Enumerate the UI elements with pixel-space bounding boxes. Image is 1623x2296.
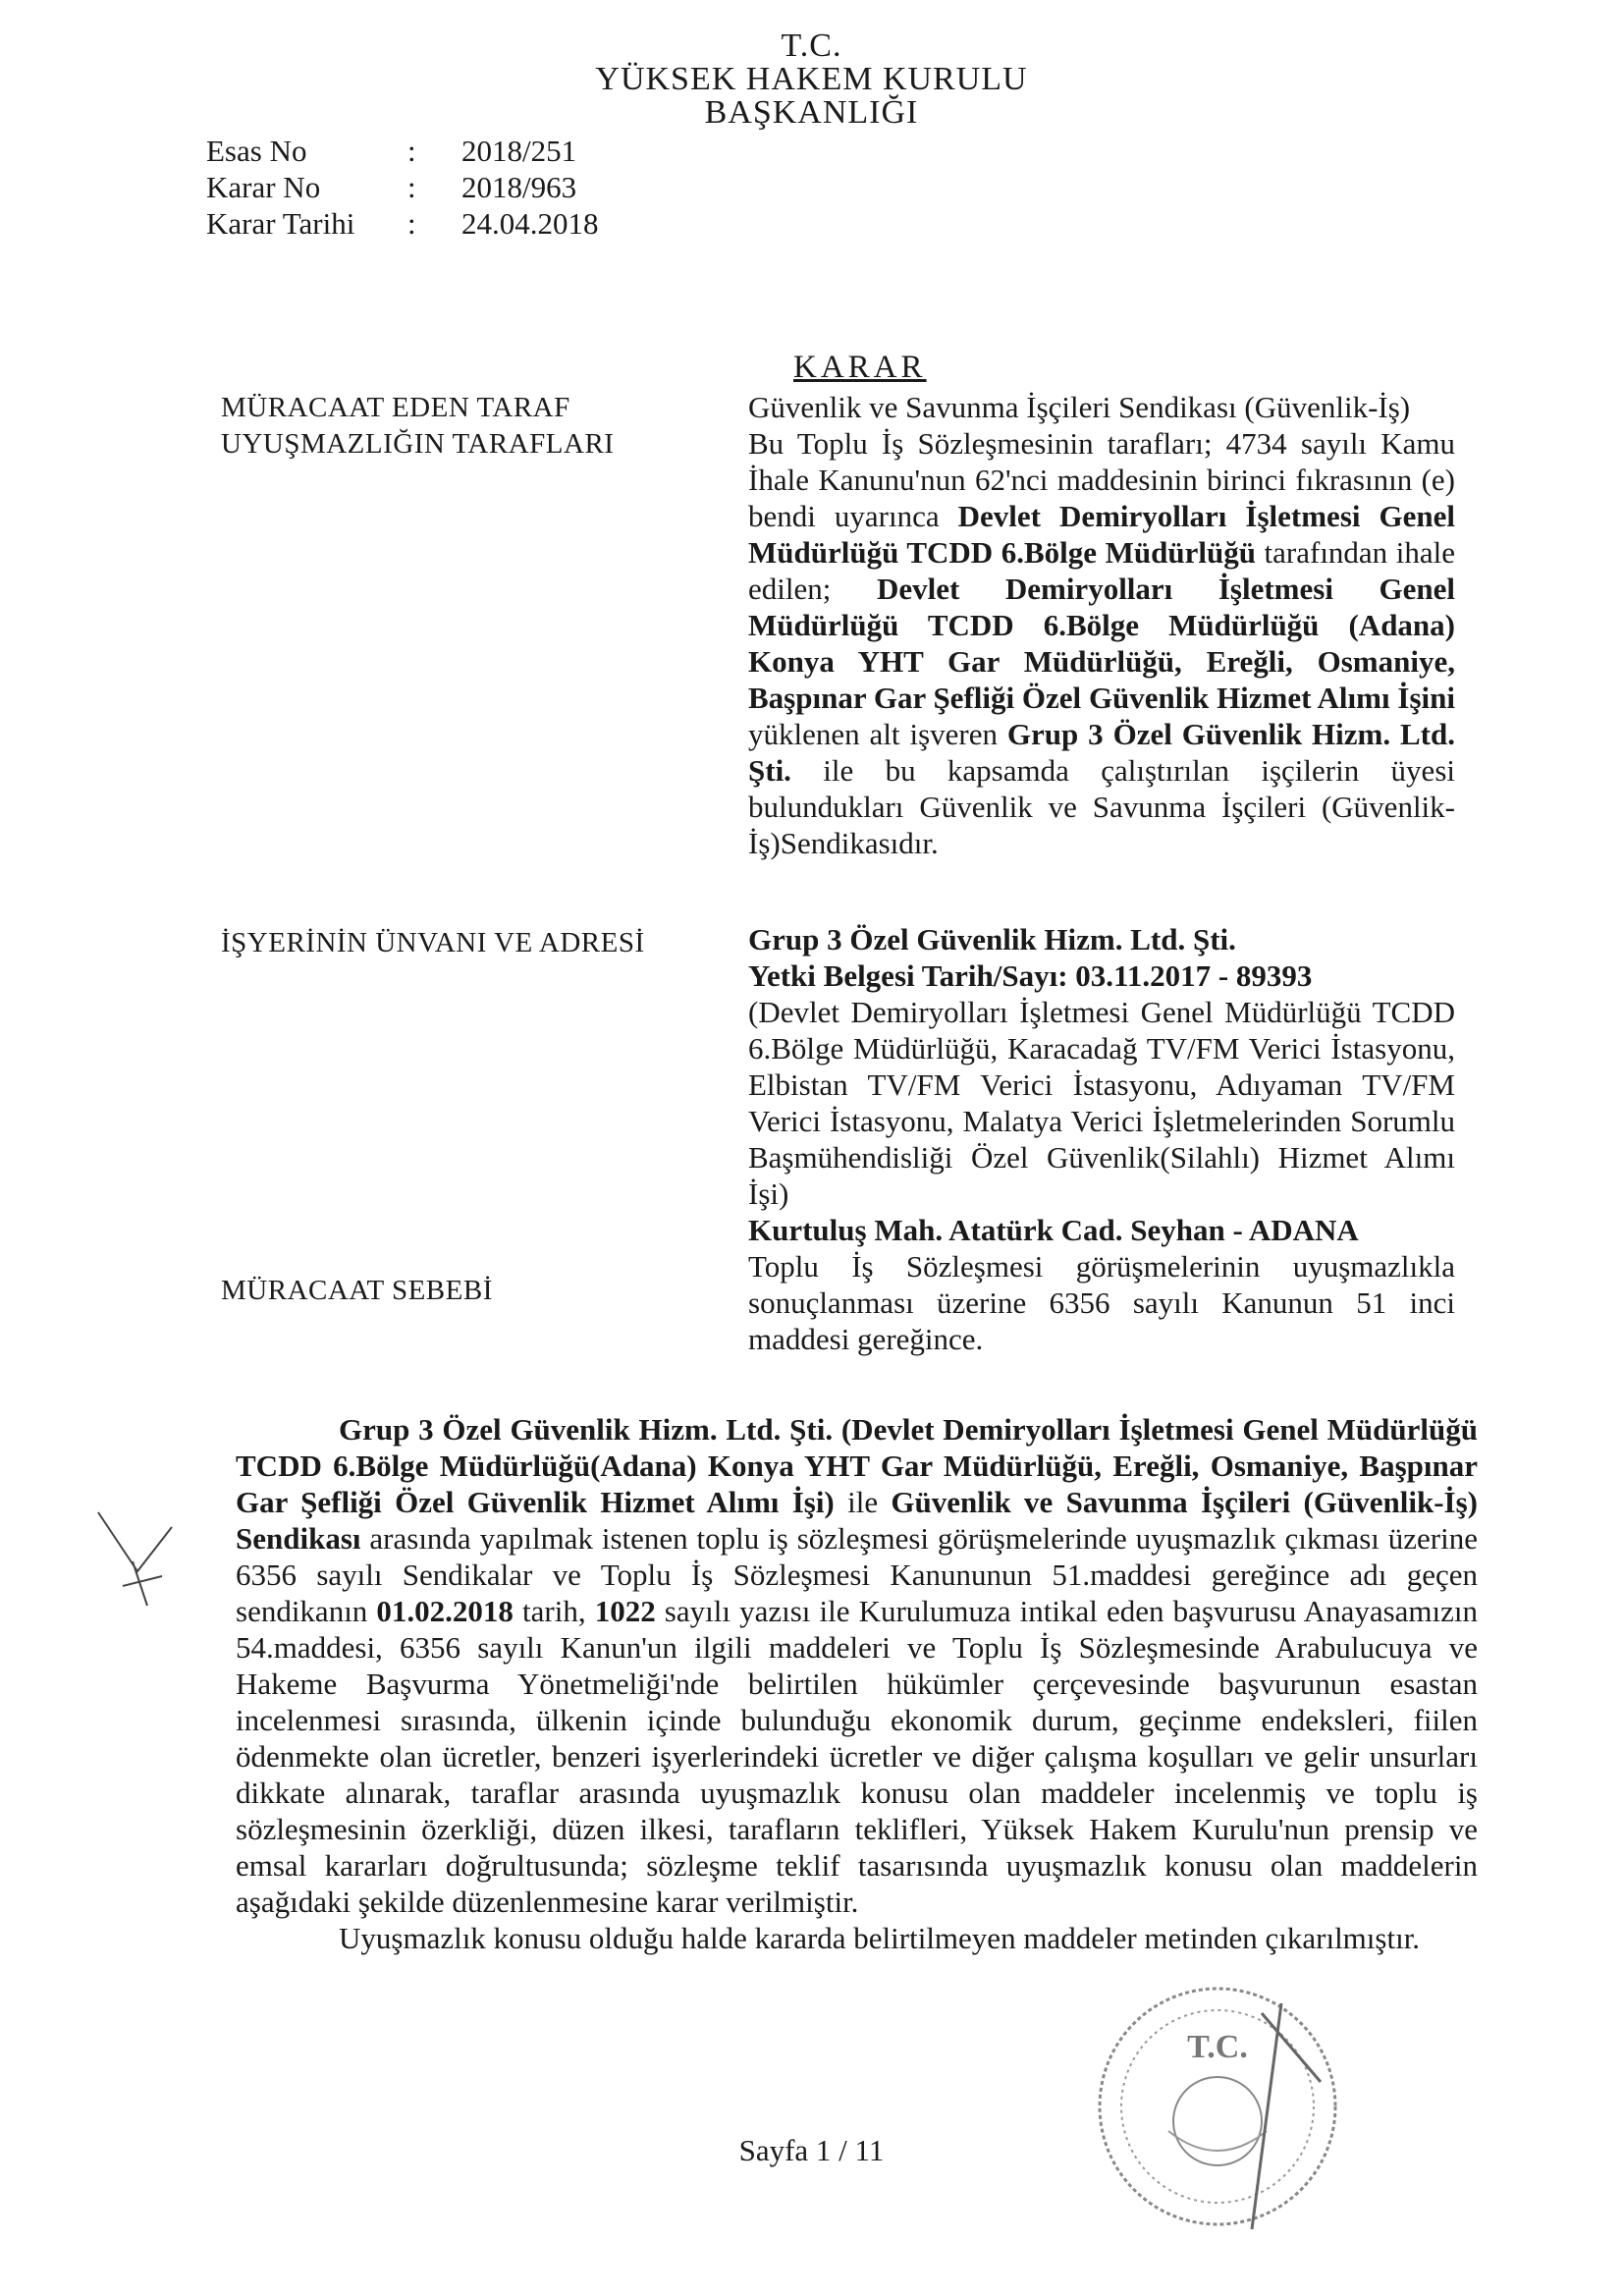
workplace-cert: Yetki Belgesi Tarih/Sayı: 03.11.2017 - 89393	[748, 958, 1313, 993]
text-run: yüklenen alt işveren	[748, 717, 1007, 751]
parties-text	[748, 425, 1455, 861]
meta-label: Karar Tarihi	[206, 206, 355, 241]
text-run: ile	[834, 1485, 892, 1519]
handwritten-mark	[83, 1503, 191, 1620]
text-run: 1022	[594, 1594, 656, 1628]
header-presidency: BAŞKANLIĞI	[704, 94, 919, 131]
meta-label: Karar No	[206, 170, 321, 204]
text-run: Grup 3 Özel Güvenlik Hizm. Ltd. Şti. (Devlet Demiryolları İşletmesi Genel Müdürlüğü TCDD 6.Bölge Müdürlüğü(Adana) Konya YHT Gar Müdürlüğü, Ereğli, Osmaniye, Başpınar Gar Şefliği Özel Güvenlik Hizmet Alımı İşi)	[236, 1412, 1478, 1519]
meta-value: 2018/963	[461, 170, 577, 204]
decision-title: KARAR	[793, 350, 927, 385]
meta-row: Karar No : 2018/963	[206, 170, 577, 204]
case-meta	[206, 133, 599, 242]
header-tc: T.C.	[781, 27, 842, 64]
workplace-address: Kurtuluş Mah. Atatürk Cad. Seyhan - ADANA	[748, 1213, 1359, 1247]
reason-text: Toplu İş Sözleşmesi görüşmelerinin uyuşmazlıkla sonuçlanması üzerine 6356 sayılı Kanunun 51 inci maddesi gereğince.	[748, 1249, 1455, 1356]
text-run: arasında yapılmak istenen toplu iş sözleşmesi görüşmelerinde uyuşmazlık çıkması üzerine 6356 sayılı Sendikalar ve Toplu İş Sözleşmesi Kanununun 51.maddesi gereğince adı geçen sendikanın	[236, 1521, 1478, 1628]
text-run: Grup 3 Özel Güvenlik Hizm. Ltd. Şti.	[748, 717, 1455, 788]
workplace-block	[748, 921, 1455, 1357]
meta-value: 24.04.2018	[461, 206, 599, 241]
meta-label: Esas No	[206, 134, 307, 168]
applicant-text: Güvenlik ve Savunma İşçileri Sendikası (Güvenlik-İş)	[748, 390, 1411, 424]
text-run: ile bu kapsamda çalıştırılan işçilerin üyesi bulundukları Güvenlik ve Savunma İşçileri (Güvenlik-İş)Sendikasıdır.	[748, 753, 1455, 860]
text-run: tarafından ihale edilen;	[748, 535, 1456, 606]
text-run: 01.02.2018	[376, 1594, 514, 1628]
body-paragraph	[236, 1411, 1478, 1920]
text-run: Devlet Demiryolları İşletmesi Genel Müdürlüğü TCDD 6.Bölge Müdürlüğü	[748, 499, 1455, 570]
header-institution: YÜKSEK HAKEM KURULU	[595, 61, 1028, 97]
meta-row: Karar Tarihi : 24.04.2018	[206, 206, 599, 241]
stamp-text: T.C.	[1187, 2029, 1248, 2065]
text-run: sayılı yazısı ile Kurulumuza intikal eden başvurusu Anayasamızın 54.maddesi, 6356 sayılı Kanun'un ilgili maddeleri ve Toplu İş Sözleşmesinde Arabulucuya ve Hakeme Başvurma Yönetmeliği'nde belirtilen hükümler çerçevesinde başvurunun esastan incelenmesi sırasında, ülkenin içinde bulunduğu ekonomik durum, geçinme endeksleri, fiilen ödenmekte olan ücretler, benzeri işyerlerindeki ücretler ve diğer çalışma koşulları ve gelir unsurları dikkate alınarak, taraflar arasında uyuşmazlık konusu olan maddeler incelenmiş ve toplu iş sözleşmesinin özerkliği, düzen ilkesi, tarafların teklifleri, Yüksek Hakem Kurulu'nun prensip ve emsal kararları doğrultusunda; sözleşme teklif tasarısında uyuşmazlık konusu olan maddelerin aşağıdaki şekilde düzenlenmesine karar verilmiştir.	[236, 1594, 1479, 1919]
decision-body	[236, 1411, 1478, 1956]
right-column	[748, 389, 1455, 861]
label-workplace: İŞYERİNİN ÜNVANI VE ADRESİ	[221, 927, 645, 958]
meta-row: Esas No : 2018/251	[206, 134, 577, 168]
workplace-name: Grup 3 Özel Güvenlik Hizm. Ltd. Şti.	[748, 922, 1236, 957]
text-run: tarih,	[513, 1594, 595, 1628]
text-run: Devlet Demiryolları İşletmesi Genel Müdürlüğü TCDD 6.Bölge Müdürlüğü (Adana) Konya YHT Gar Müdürlüğü, Ereğli, Osmaniye, Başpınar Gar Şefliği Özel Güvenlik Hizmet Alımı İşini	[748, 572, 1455, 715]
text-run: Güvenlik ve Savunma İşçileri (Güvenlik-İş) Sendikası	[236, 1485, 1478, 1556]
workplace-desc: (Devlet Demiryolları İşletmesi Genel Müdürlüğü TCDD 6.Bölge Müdürlüğü, Karacadağ TV/FM Verici İstasyonu, Elbistan TV/FM Verici İstasyonu, Adıyaman TV/FM Verici İstasyonu, Malatya Verici İşletmelerinden Sorumlu Başmühendisliği Özel Güvenlik(Silahlı) Hizmet Alımı İşi)	[748, 995, 1455, 1211]
label-applicant: MÜRACAAT EDEN TARAF	[221, 392, 570, 423]
label-reason: MÜRACAAT SEBEBİ	[221, 1275, 493, 1306]
meta-value: 2018/251	[461, 134, 577, 168]
text-run: Bu Toplu İş Sözleşmesinin tarafları; 4734 sayılı Kamu İhale Kanunu'nun 62'nci maddesinin birinci fıkrasının (e) bendi uyarınca	[748, 426, 1455, 533]
label-parties: UYUŞMAZLIĞIN TARAFLARI	[221, 428, 615, 460]
official-seal-stamp	[1085, 1974, 1350, 2239]
page-number: Sayfa 1 / 11	[738, 2133, 885, 2167]
body-paragraph-2: Uyuşmazlık konusu olduğu halde kararda belirtilmeyen maddeler metinden çıkarılmıştır.	[339, 1921, 1421, 1955]
